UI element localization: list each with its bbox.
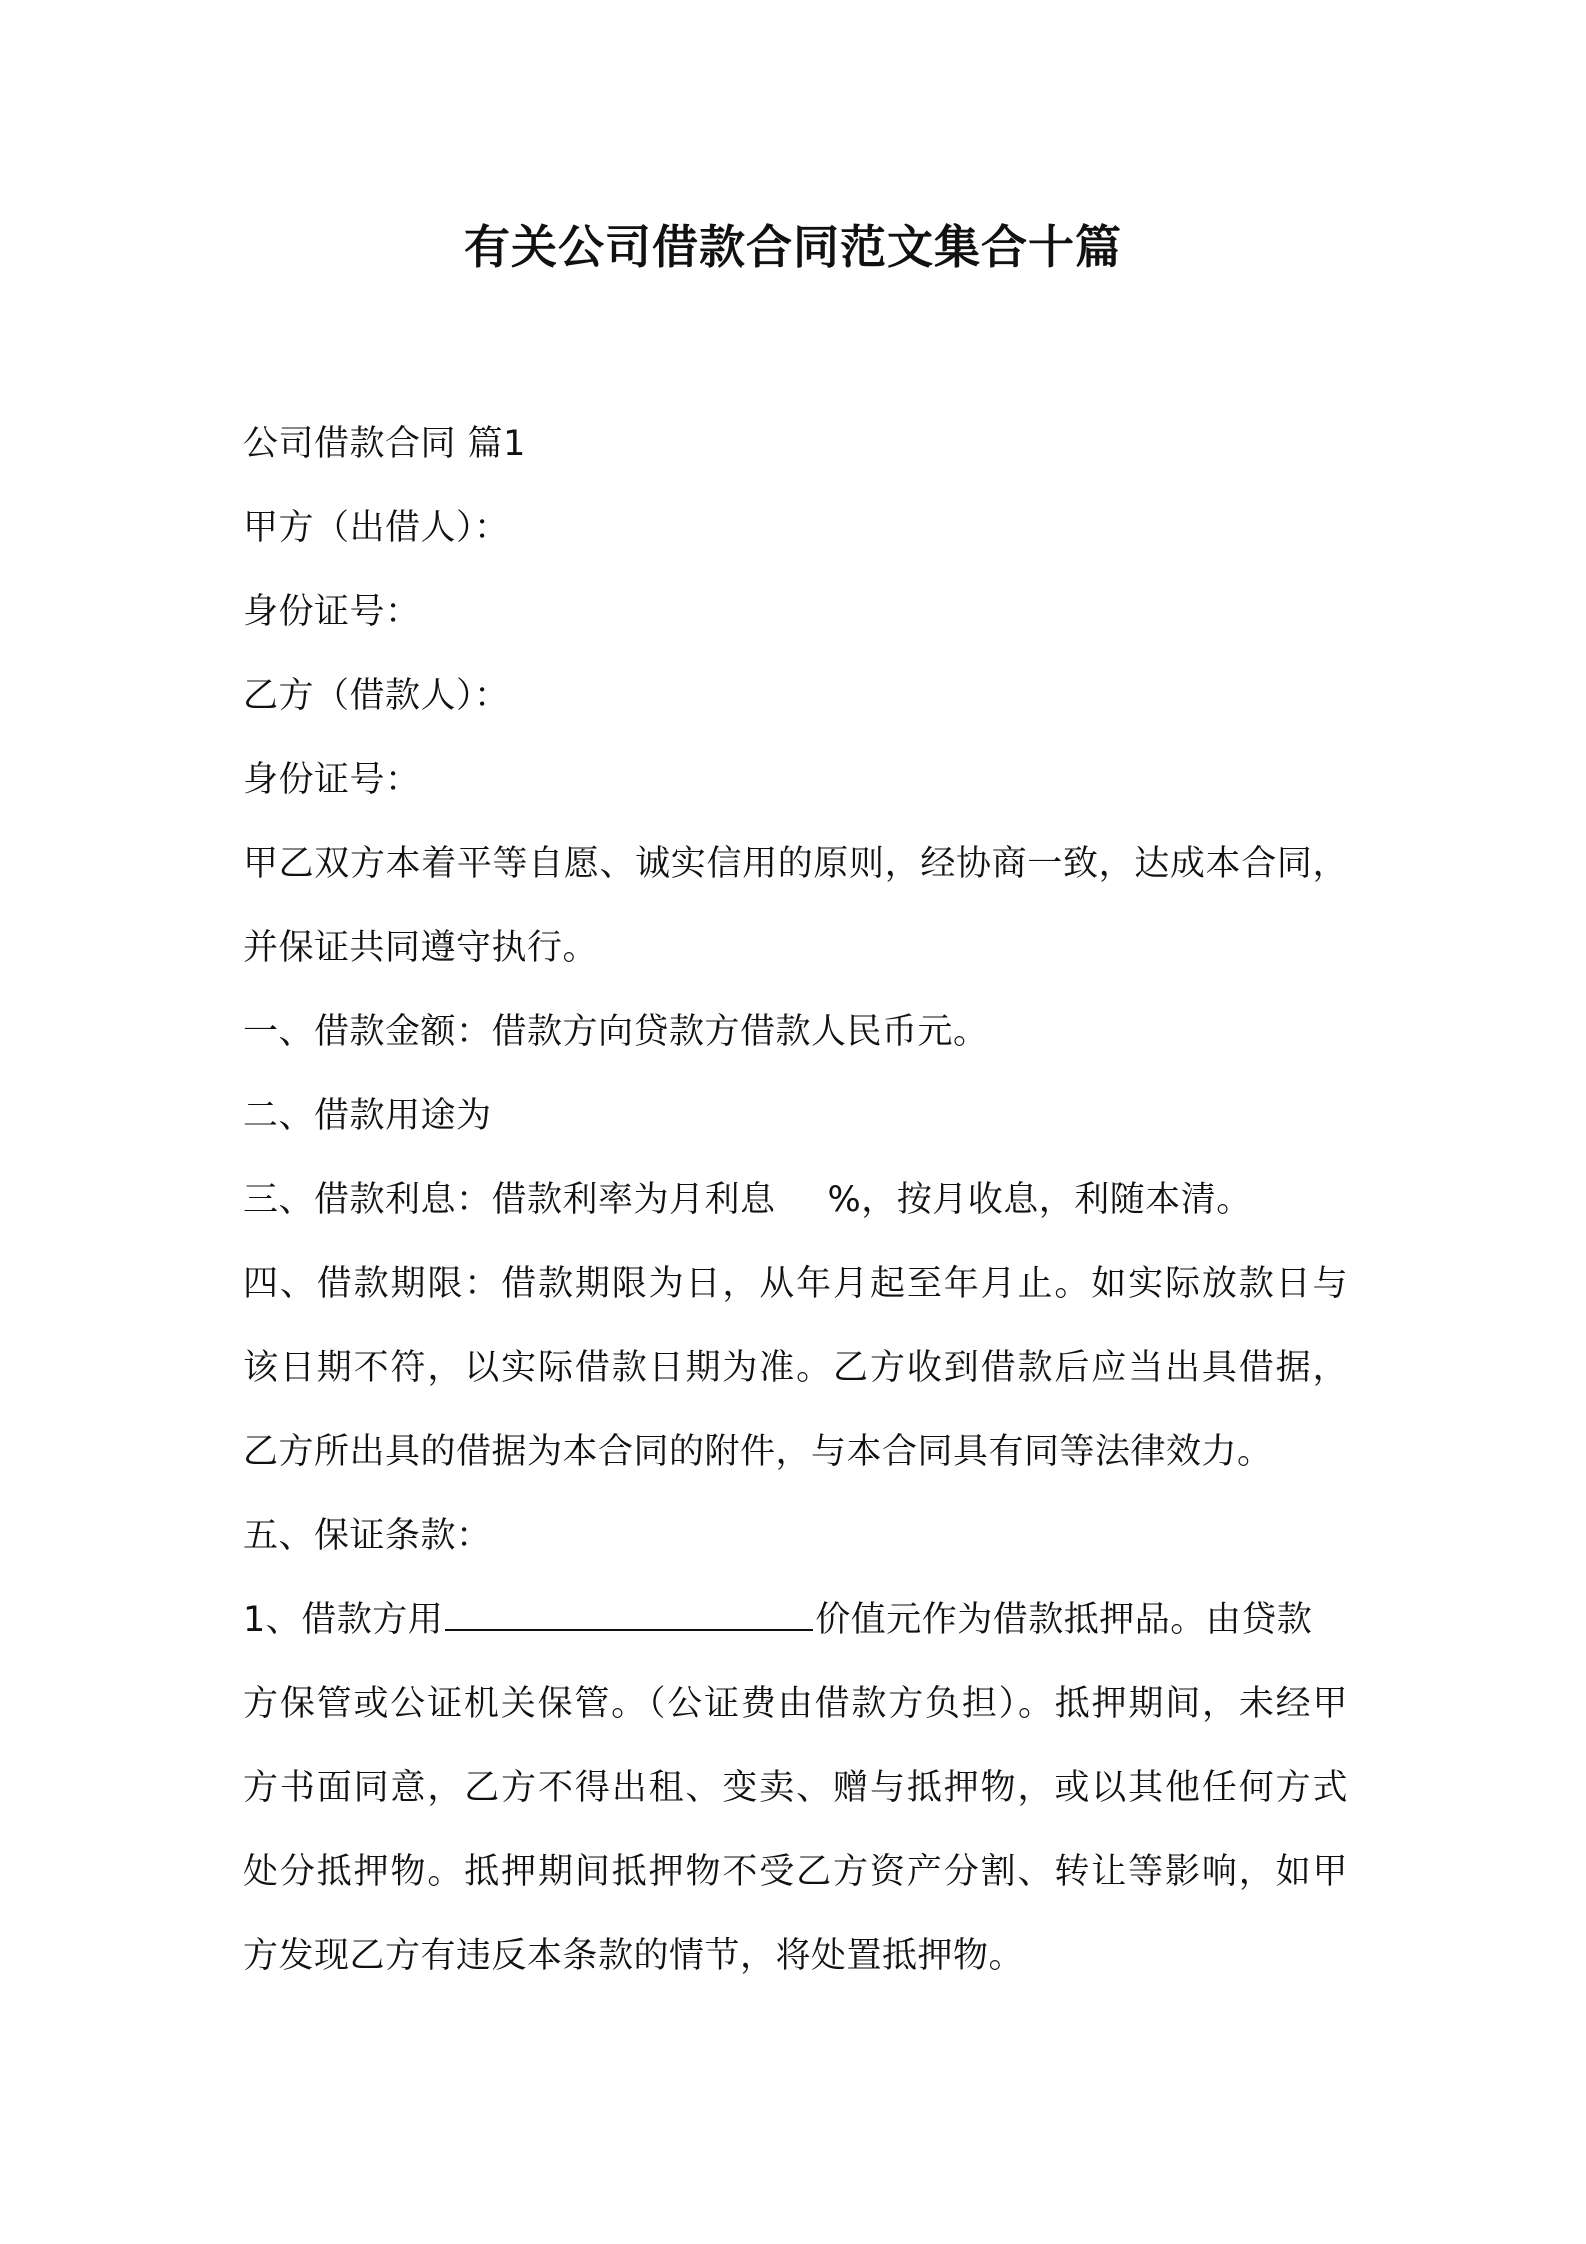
clause-4-line-1: 四、借款期限：借款期限为日，从年月起至年月止。如实际放款日与 — [243, 1264, 1348, 1304]
clause-5-1-line-1 — [243, 1578, 1348, 1662]
clause-1-loan-amount: 一、借款金额：借款方向贷款方借款人民币元。 — [243, 1012, 989, 1052]
clause-5-1-line-4: 处分抵押物。抵押期间抵押物不受乙方资产分割、转让等影响，如甲 — [243, 1852, 1348, 1892]
clause-5-1-line-3: 方书面同意，乙方不得出租、变卖、赠与抵押物，或以其他任何方式 — [243, 1768, 1348, 1808]
clause-3-text-b: %，按月收息，利随本清。 — [827, 1180, 1252, 1220]
clause-4-line-3: 乙方所出具的借据为本合同的附件，与本合同具有同等法律效力。 — [243, 1432, 1273, 1472]
party-a-label: 甲方（出借人）： — [243, 508, 510, 548]
party-b-id-label: 身份证号： — [243, 760, 421, 800]
document-title: 有关公司借款合同范文集合十篇 — [464, 220, 1122, 274]
clause-5-1-text-b: 价值元作为借款抵押品。由贷款 — [815, 1600, 1313, 1640]
clause-5-1-text-a: 1、借款方用 — [243, 1600, 444, 1640]
clause-2-loan-purpose: 二、借款用途为 — [243, 1096, 492, 1136]
preamble-line-2: 并保证共同遵守执行。 — [243, 928, 599, 968]
collateral-blank-underline — [445, 1599, 813, 1631]
clause-3-text-a: 三、借款利息：借款利率为月利息 — [243, 1180, 776, 1220]
preamble-line-1: 甲乙双方本着平等自愿、诚实信用的原则，经协商一致，达成本合同， — [243, 844, 1348, 884]
party-b-label: 乙方（借款人）： — [243, 676, 510, 716]
clause-4-line-2: 该日期不符，以实际借款日期为准。乙方收到借款后应当出具借据， — [243, 1348, 1348, 1388]
clause-5-1-line-2: 方保管或公证机关保管。（公证费由借款方负担）。抵押期间，未经甲 — [243, 1684, 1348, 1724]
clause-3-interest — [243, 1158, 1348, 1242]
document-body — [243, 402, 1348, 1998]
party-a-id-label: 身份证号： — [243, 592, 421, 632]
clause-5-heading: 五、保证条款： — [243, 1516, 492, 1556]
clause-5-1-line-5: 方发现乙方有违反本条款的情节，将处置抵押物。 — [243, 1936, 1025, 1976]
section-heading: 公司借款合同 篇1 — [243, 424, 526, 464]
